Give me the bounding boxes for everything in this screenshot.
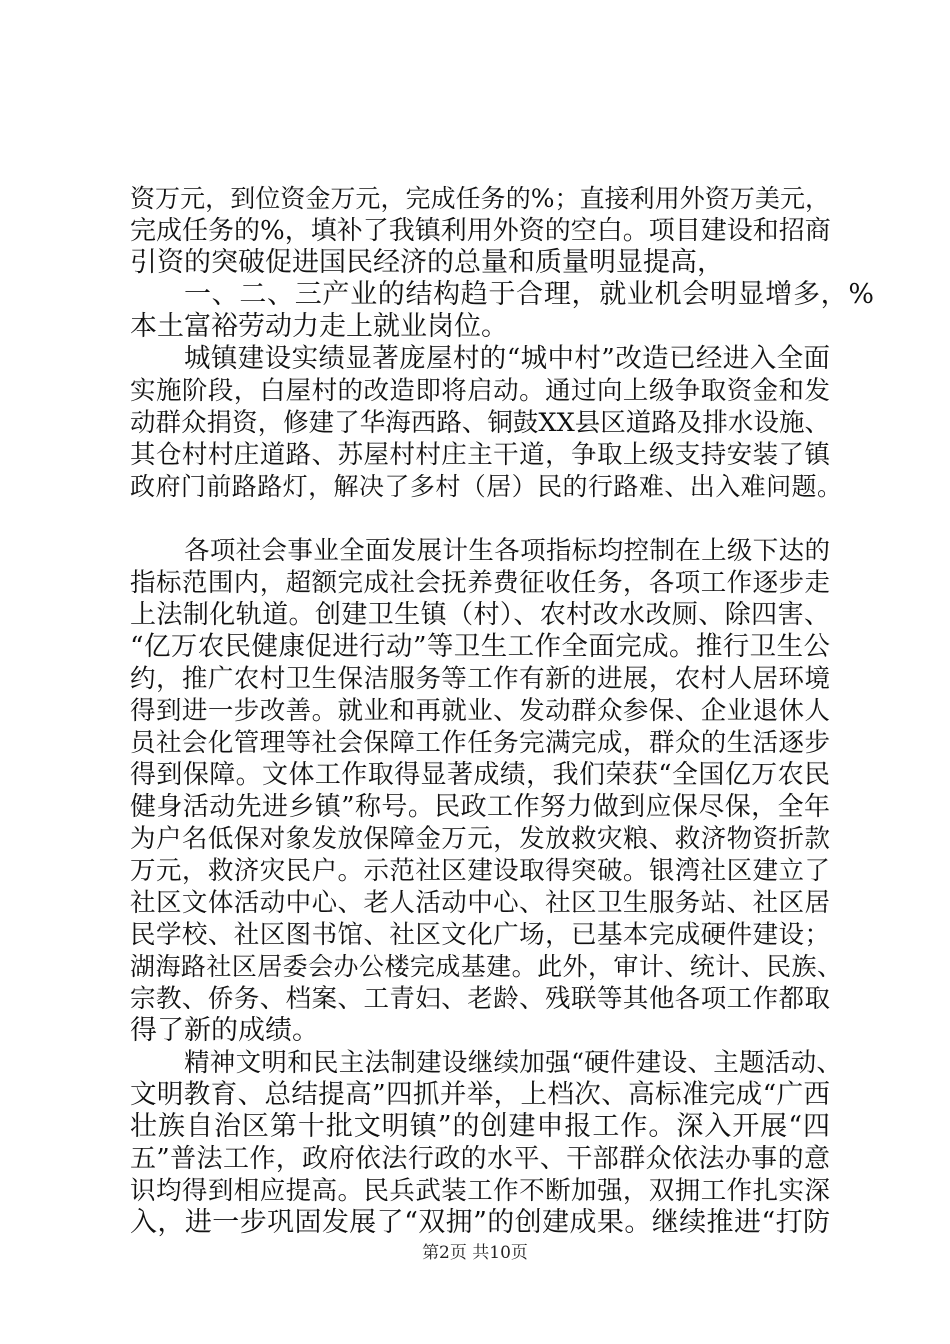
paragraph-line: 壮族自治区第十批文明镇”的创建申报工作。深入开展“四 [130,1111,830,1142]
paragraph-line: 湖海路社区居委会办公楼完成基建。此外，审计、统计、民族、 [130,952,842,981]
paragraph-line: 动群众捐资，修建了华海西路、铜鼓XX县区道路及排水设施、 [130,408,830,438]
paragraph-line: 员社会化管理等社会保障工作任务完满完成，群众的生活逐步 [130,728,830,758]
paragraph-line: 健身活动先进乡镇”称号。民政工作努力做到应保尽保，全年 [130,792,830,822]
paragraph-line: 精神文明和民主法制建设继续加强“硬件建设、主题活动、 [184,1048,842,1078]
paragraph-line: 社区文体活动中心、老人活动中心、社区卫生服务站、社区居 [130,888,830,918]
paragraph-line: 城镇建设实绩显著庞屋村的“城中村”改造已经进入全面 [184,343,830,374]
paragraph-line: 宗教、侨务、档案、工青妇、老龄、残联等其他各项工作都取 [130,984,830,1014]
paragraph-line: 本土富裕劳动力走上就业岗位。 [130,311,508,342]
paragraph-line: 识均得到相应提高。民兵武装工作不断加强，双拥工作扎实深 [130,1176,830,1206]
paragraph-line: 得到保障。文体工作取得显著成绩，我们荣获“全国亿万农民 [130,760,830,790]
paragraph-line: 其仓村村庄道路、苏屋村村庄主干道，争取上级支持安装了镇 [130,440,830,470]
paragraph-line: 得了新的成绩。 [130,1015,319,1046]
paragraph-line: 政府门前路路灯，解决了多村（居）民的行路难、出入难问题。 [130,472,842,501]
paragraph-line: “亿万农民健康促进行动”等卫生工作全面完成。推行卫生公 [130,631,830,662]
paragraph-line: 得到进一步改善。就业和再就业、发动群众参保、企业退休人 [130,696,830,726]
paragraph-line: 民学校、社区图书馆、社区文化广场，已基本完成硬件建设； [130,920,830,950]
paragraph-line: 指标范围内，超额完成社会抚养费征收任务，各项工作逐步走 [130,568,830,598]
paragraph-line: 万元，救济灾民户。示范社区建设取得突破。银湾社区建立了 [130,856,830,886]
paragraph-line: 实施阶段，白屋村的改造即将启动。通过向上级争取资金和发 [130,376,830,406]
paragraph-line: 入，进一步巩固发展了“双拥”的创建成果。继续推进“打防 [130,1207,830,1238]
page-footer: 第2页 共10页 [422,1243,528,1263]
paragraph-line: 约，推广农村卫生保洁服务等工作有新的进展，农村人居环境 [130,664,830,694]
paragraph-line: 上法制化轨道。创建卫生镇（村）、农村改水改厕、除四害、 [130,600,830,630]
paragraph-line: 为户名低保对象发放保障金万元，发放救灾粮、救济物资折款 [130,824,830,854]
paragraph-line: 一、二、三产业的结构趋于合理，就业机会明显增多，% [184,279,874,310]
paragraph-line: 资万元，到位资金万元，完成任务的%；直接利用外资万美元， [130,184,830,213]
paragraph-line: 五”普法工作，政府依法行政的水平、干部群众依法办事的意 [130,1144,830,1174]
paragraph-line: 完成任务的%，填补了我镇利用外资的空白。项目建设和招商 [130,216,831,246]
paragraph-line: 文明教育、总结提高”四抓并举，上档次、高标准完成“广西 [130,1079,830,1110]
paragraph-line: 引资的突破促进国民经济的总量和质量明显提高， [130,247,724,278]
paragraph-line: 各项社会事业全面发展计生各项指标均控制在上级下达的 [184,536,830,566]
